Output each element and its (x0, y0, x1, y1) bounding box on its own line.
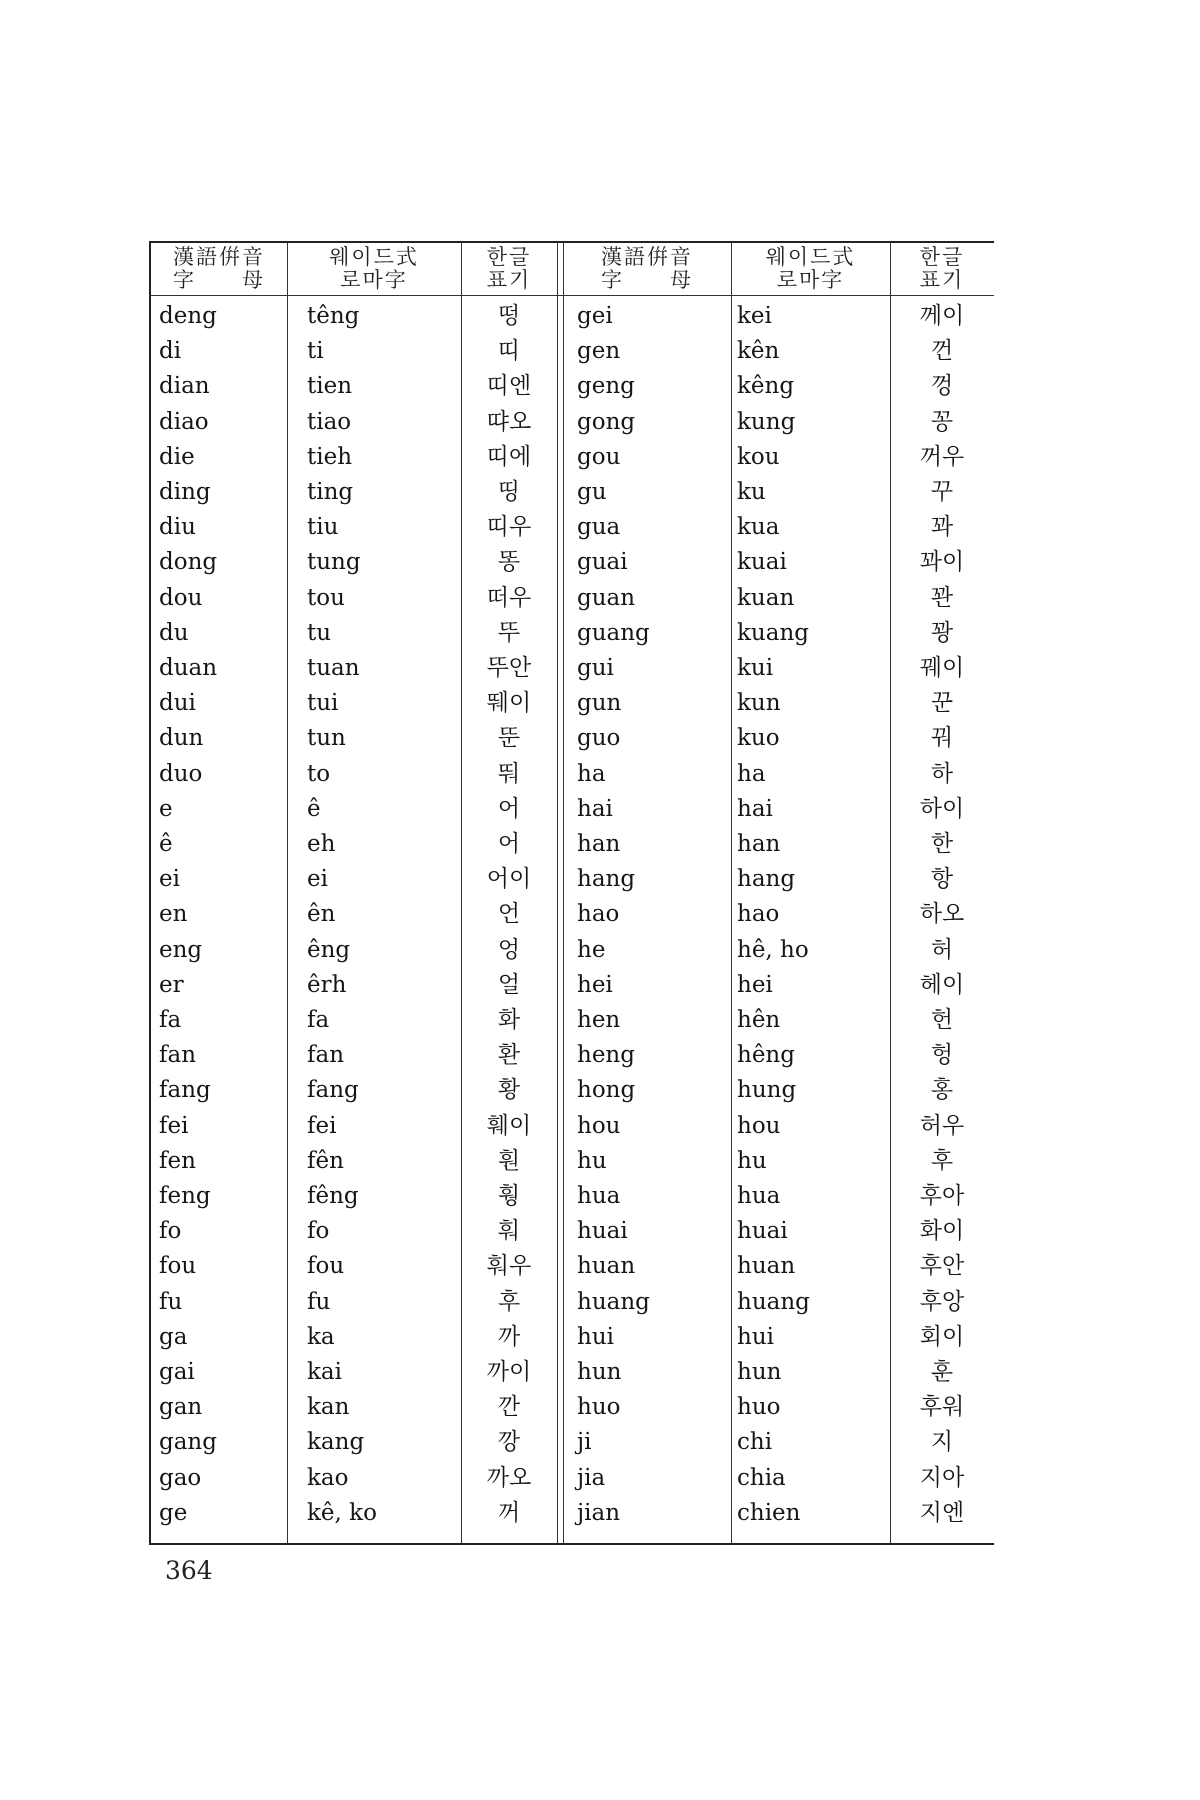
pinyin-cell: hai (577, 795, 613, 822)
pinyin-cell: ding (159, 479, 211, 505)
wade-giles-cell: kung (737, 408, 796, 435)
hangul-cell: 헝 (930, 1042, 954, 1069)
pinyin-cell: ga (159, 1323, 188, 1350)
pinyin-cell: er (159, 971, 184, 998)
pinyin-cell: du (159, 619, 189, 646)
wade-giles-cell: fang (307, 1077, 359, 1104)
hangul-cell: 지아 (919, 1464, 965, 1491)
wade-giles-cell: fan (307, 1042, 345, 1069)
hangul-cell: 께이 (919, 303, 965, 329)
wade-giles-cell: huai (737, 1218, 788, 1245)
pinyin-cell: die (159, 443, 195, 470)
pinyin-cell: hou (577, 1112, 621, 1139)
table-row (151, 1144, 994, 1179)
wade-giles-cell: hên (737, 1007, 781, 1033)
pinyin-cell: guo (577, 725, 621, 752)
pinyin-cell: ei (159, 866, 180, 893)
pinyin-cell: hen (577, 1007, 621, 1033)
pinyin-cell: feng (159, 1183, 211, 1209)
wade-giles-cell: kou (737, 443, 780, 470)
pinyin-cell: gai (159, 1359, 195, 1385)
wade-giles-cell: hu (737, 1147, 767, 1174)
header-wade-giles: 웨이드式 로마字 (765, 245, 856, 292)
hangul-cell: 지엔 (919, 1499, 965, 1526)
wade-giles-cell: kuan (737, 584, 795, 611)
wade-giles-cell: kai (307, 1359, 343, 1385)
pinyin-cell: fen (159, 1147, 196, 1174)
pinyin-cell: gang (159, 1429, 217, 1456)
wade-giles-cell: tun (307, 725, 346, 752)
hangul-cell: 훵 (497, 1183, 521, 1209)
wade-giles-cell: ha (737, 760, 766, 787)
pinyin-cell: e (159, 795, 173, 822)
pinyin-cell: huang (577, 1288, 650, 1315)
table-row (151, 1320, 994, 1355)
table-row (151, 721, 994, 756)
wade-giles-cell: kang (307, 1429, 365, 1456)
table-row (151, 1249, 994, 1284)
table-row (151, 897, 994, 932)
hangul-cell: 땨오 (486, 408, 532, 435)
wade-giles-cell: ti (307, 338, 324, 365)
table-row (151, 334, 994, 369)
hangul-cell: 어 (497, 831, 521, 857)
hangul-cell: 헌 (930, 1007, 954, 1033)
hangul-cell: 떠우 (486, 584, 532, 611)
pinyin-cell: ê (159, 831, 173, 857)
hangul-cell: 꾸 (930, 479, 954, 505)
table-row (151, 933, 994, 968)
hangul-cell: 황 (497, 1077, 521, 1104)
hangul-cell: 띵 (497, 479, 521, 505)
wade-giles-cell: hung (737, 1077, 797, 1104)
hangul-cell: 화 (497, 1007, 521, 1033)
hangul-cell: 하오 (919, 901, 965, 928)
wade-giles-cell: tu (307, 619, 332, 646)
wade-giles-cell: fei (307, 1112, 337, 1139)
wade-giles-cell: kua (737, 514, 780, 541)
wade-giles-cell: ên (307, 901, 336, 928)
hangul-cell: 꽌 (930, 584, 954, 611)
pinyin-cell: fan (159, 1042, 197, 1069)
hangul-cell: 환 (497, 1042, 521, 1069)
wade-giles-cell: ting (307, 479, 354, 505)
wade-giles-cell: kuo (737, 725, 780, 752)
hangul-cell: 똥 (497, 549, 521, 576)
wade-giles-cell: chia (737, 1464, 786, 1491)
wade-giles-cell: kên (737, 338, 780, 365)
pinyin-cell: guai (577, 549, 628, 576)
wade-giles-cell: fou (307, 1253, 345, 1280)
wade-giles-cell: tuan (307, 655, 360, 681)
pinyin-cell: fang (159, 1077, 211, 1104)
wade-giles-cell: huang (737, 1288, 810, 1315)
wade-giles-cell: chi (737, 1429, 773, 1456)
wade-giles-cell: huo (737, 1394, 781, 1421)
table-row (151, 616, 994, 651)
hangul-cell: 껑 (930, 373, 954, 400)
pinyin-cell: di (159, 338, 182, 365)
pinyin-cell: geng (577, 373, 635, 400)
wade-giles-cell: kê, ko (307, 1499, 377, 1526)
wade-giles-cell: kuang (737, 619, 809, 646)
wade-giles-cell: hê, ho (737, 936, 809, 963)
wade-giles-cell: kêng (737, 373, 795, 400)
table-row (151, 862, 994, 897)
hangul-cell: 후 (930, 1147, 954, 1174)
wade-giles-cell: tien (307, 373, 353, 400)
hangul-cell: 꽈 (930, 514, 954, 541)
wade-giles-cell: tiao (307, 408, 352, 435)
pinyin-cell: jian (577, 1499, 621, 1526)
pinyin-cell: hang (577, 866, 636, 893)
pinyin-cell: ji (577, 1429, 592, 1456)
hangul-cell: 어 (497, 795, 521, 822)
header-wade-giles: 웨이드式 로마字 (329, 245, 419, 292)
hangul-cell: 뚜안 (486, 655, 532, 681)
hangul-cell: 헤이 (919, 971, 965, 998)
hangul-cell: 띠우 (486, 514, 532, 541)
hangul-cell: 회이 (919, 1323, 965, 1350)
wade-giles-cell: ei (307, 866, 328, 893)
wade-giles-cell: chien (737, 1499, 801, 1526)
table-row (151, 1179, 994, 1214)
table-row (151, 686, 994, 721)
pinyin-cell: dian (159, 373, 210, 400)
header-hangul: 한글 표기 (919, 245, 965, 292)
romanization-table (149, 241, 994, 1545)
hangul-cell: 항 (930, 866, 954, 893)
pinyin-cell: jia (577, 1464, 606, 1491)
wade-giles-cell: tung (307, 549, 361, 576)
wade-giles-cell: fên (307, 1147, 344, 1174)
pinyin-cell: hua (577, 1183, 621, 1209)
table-row (151, 1355, 994, 1390)
hangul-cell: 뚠 (497, 725, 521, 752)
pinyin-cell: hao (577, 901, 620, 928)
pinyin-cell: huai (577, 1218, 628, 1245)
wade-giles-cell: ku (737, 479, 766, 505)
pinyin-cell: hun (577, 1359, 622, 1385)
pinyin-cell: hei (577, 971, 613, 998)
wade-giles-cell: ê (307, 795, 321, 822)
hangul-cell: 뚸 (497, 760, 521, 787)
wade-giles-cell: hou (737, 1112, 781, 1139)
table-row (151, 827, 994, 862)
pinyin-cell: heng (577, 1042, 635, 1069)
hangul-cell: 얼 (497, 971, 521, 998)
wade-giles-cell: hun (737, 1359, 782, 1385)
hangul-cell: 훠우 (486, 1253, 532, 1280)
table-row (151, 1109, 994, 1144)
page-number: 364 (165, 1556, 213, 1585)
pinyin-cell: gong (577, 408, 636, 435)
table-row (151, 1496, 994, 1531)
pinyin-cell: han (577, 831, 621, 857)
table-row (151, 1073, 994, 1108)
wade-giles-cell: hang (737, 866, 796, 893)
table-row (151, 1390, 994, 1425)
table-row (151, 1461, 994, 1496)
wade-giles-cell: han (737, 831, 781, 857)
table-row (151, 968, 994, 1003)
wade-giles-cell: kei (737, 303, 772, 329)
wade-giles-cell: hai (737, 795, 773, 822)
hangul-cell: 어이 (486, 866, 532, 893)
hangul-cell: 훼이 (486, 1112, 532, 1139)
pinyin-cell: gu (577, 479, 607, 505)
hangul-cell: 훈 (930, 1359, 954, 1385)
hangul-cell: 떵 (497, 303, 521, 329)
pinyin-cell: dun (159, 725, 204, 752)
wade-giles-cell: kuai (737, 549, 787, 576)
hangul-cell: 하이 (919, 795, 965, 822)
header-pinyin: 漢語倂音 字 母 (173, 245, 265, 292)
hangul-cell: 하 (930, 760, 954, 787)
wade-giles-cell: hua (737, 1183, 781, 1209)
hangul-cell: 띠엔 (486, 373, 532, 400)
pinyin-cell: ha (577, 760, 606, 787)
hangul-cell: 엉 (497, 936, 521, 963)
hangul-cell: 꺼우 (919, 443, 965, 470)
wade-giles-cell: têng (307, 303, 360, 329)
pinyin-cell: eng (159, 936, 203, 963)
hangul-cell: 꽝 (930, 619, 954, 646)
pinyin-cell: guan (577, 584, 636, 611)
pinyin-cell: huan (577, 1253, 636, 1280)
pinyin-cell: fei (159, 1112, 189, 1139)
hangul-cell: 까이 (486, 1359, 532, 1385)
wade-giles-cell: huan (737, 1253, 796, 1280)
hangul-cell: 허 (930, 936, 954, 963)
hangul-cell: 후앙 (919, 1288, 965, 1315)
wade-giles-cell: fo (307, 1218, 330, 1245)
header-hangul: 한글 표기 (486, 245, 532, 292)
table-row (151, 440, 994, 475)
table-row (151, 1003, 994, 1038)
wade-giles-cell: hao (737, 901, 780, 928)
pinyin-cell: duan (159, 655, 218, 681)
pinyin-cell: gei (577, 303, 613, 329)
wade-giles-cell: kan (307, 1394, 350, 1421)
pinyin-cell: diu (159, 514, 196, 541)
table-row (151, 475, 994, 510)
hangul-cell: 까오 (486, 1464, 532, 1491)
wade-giles-cell: hêng (737, 1042, 795, 1069)
table-row (151, 792, 994, 827)
hangul-cell: 한 (930, 831, 954, 857)
pinyin-cell: gao (159, 1464, 202, 1491)
pinyin-cell: dong (159, 549, 218, 576)
table-row (151, 510, 994, 545)
wade-giles-cell: ka (307, 1323, 335, 1350)
hangul-cell: 꿔 (930, 725, 954, 752)
hangul-cell: 깐 (497, 1394, 521, 1421)
hangul-cell: 후아 (919, 1183, 965, 1209)
table-row (151, 405, 994, 440)
pinyin-cell: gan (159, 1394, 203, 1421)
pinyin-cell: fo (159, 1218, 182, 1245)
table-row (151, 581, 994, 616)
wade-giles-cell: tiu (307, 514, 339, 541)
table-row (151, 651, 994, 686)
hangul-cell: 꿰이 (919, 655, 965, 681)
wade-giles-cell: tou (307, 584, 345, 611)
pinyin-cell: gun (577, 690, 622, 717)
pinyin-cell: gen (577, 338, 621, 365)
hangul-cell: 뚜 (497, 619, 521, 646)
hangul-cell: 꾼 (930, 690, 954, 717)
wade-giles-cell: tui (307, 690, 339, 717)
hangul-cell: 훠 (497, 1218, 521, 1245)
table-row (151, 369, 994, 404)
wade-giles-cell: kao (307, 1464, 349, 1491)
wade-giles-cell: to (307, 760, 331, 787)
hangul-cell: 띠 (497, 338, 521, 365)
hangul-cell: 훤 (497, 1147, 521, 1174)
hangul-cell: 까 (497, 1323, 521, 1350)
pinyin-cell: duo (159, 760, 203, 787)
wade-giles-cell: fu (307, 1288, 331, 1315)
pinyin-cell: fu (159, 1288, 183, 1315)
pinyin-cell: dou (159, 584, 203, 611)
wade-giles-cell: êng (307, 936, 351, 963)
pinyin-cell: diao (159, 408, 209, 435)
pinyin-cell: fou (159, 1253, 197, 1280)
pinyin-cell: en (159, 901, 188, 928)
table-row (151, 545, 994, 580)
pinyin-cell: deng (159, 303, 217, 329)
pinyin-cell: he (577, 936, 606, 963)
hangul-cell: 뛔이 (486, 690, 532, 717)
wade-giles-cell: eh (307, 831, 336, 857)
pinyin-cell: hui (577, 1323, 614, 1350)
pinyin-cell: guang (577, 619, 650, 646)
pinyin-cell: ge (159, 1499, 188, 1526)
hangul-cell: 후 (497, 1288, 521, 1315)
wade-giles-cell: fa (307, 1007, 330, 1033)
pinyin-cell: dui (159, 690, 196, 717)
wade-giles-cell: tieh (307, 443, 353, 470)
table-row (151, 1285, 994, 1320)
table-row (151, 1038, 994, 1073)
hangul-cell: 후워 (919, 1394, 965, 1421)
wade-giles-cell: fêng (307, 1183, 359, 1209)
table-row (151, 757, 994, 792)
wade-giles-cell: hui (737, 1323, 774, 1350)
wade-giles-cell: kui (737, 655, 774, 681)
hangul-cell: 지 (930, 1429, 954, 1456)
table-row (151, 299, 994, 334)
wade-giles-cell: kun (737, 690, 781, 717)
hangul-cell: 홍 (930, 1077, 954, 1104)
hangul-cell: 허우 (919, 1112, 965, 1139)
table-row (151, 1214, 994, 1249)
pinyin-cell: gua (577, 514, 621, 541)
hangul-cell: 깡 (497, 1429, 521, 1456)
hangul-cell: 띠에 (486, 443, 532, 470)
hangul-cell: 꽈이 (919, 549, 965, 576)
hangul-cell: 화이 (919, 1218, 965, 1245)
hangul-cell: 꺼 (497, 1499, 521, 1526)
pinyin-cell: fa (159, 1007, 182, 1033)
hangul-cell: 후안 (919, 1253, 965, 1280)
pinyin-cell: gui (577, 655, 614, 681)
hangul-cell: 언 (497, 901, 521, 928)
table-row (151, 1425, 994, 1460)
wade-giles-cell: êrh (307, 971, 347, 998)
hangul-cell: 꽁 (930, 408, 954, 435)
pinyin-cell: hu (577, 1147, 607, 1174)
header-pinyin: 漢語倂音 字 母 (601, 245, 693, 292)
pinyin-cell: huo (577, 1394, 621, 1421)
header-rule (151, 295, 994, 296)
wade-giles-cell: hei (737, 971, 773, 998)
hangul-cell: 껀 (930, 338, 954, 365)
pinyin-cell: gou (577, 443, 621, 470)
pinyin-cell: hong (577, 1077, 636, 1104)
